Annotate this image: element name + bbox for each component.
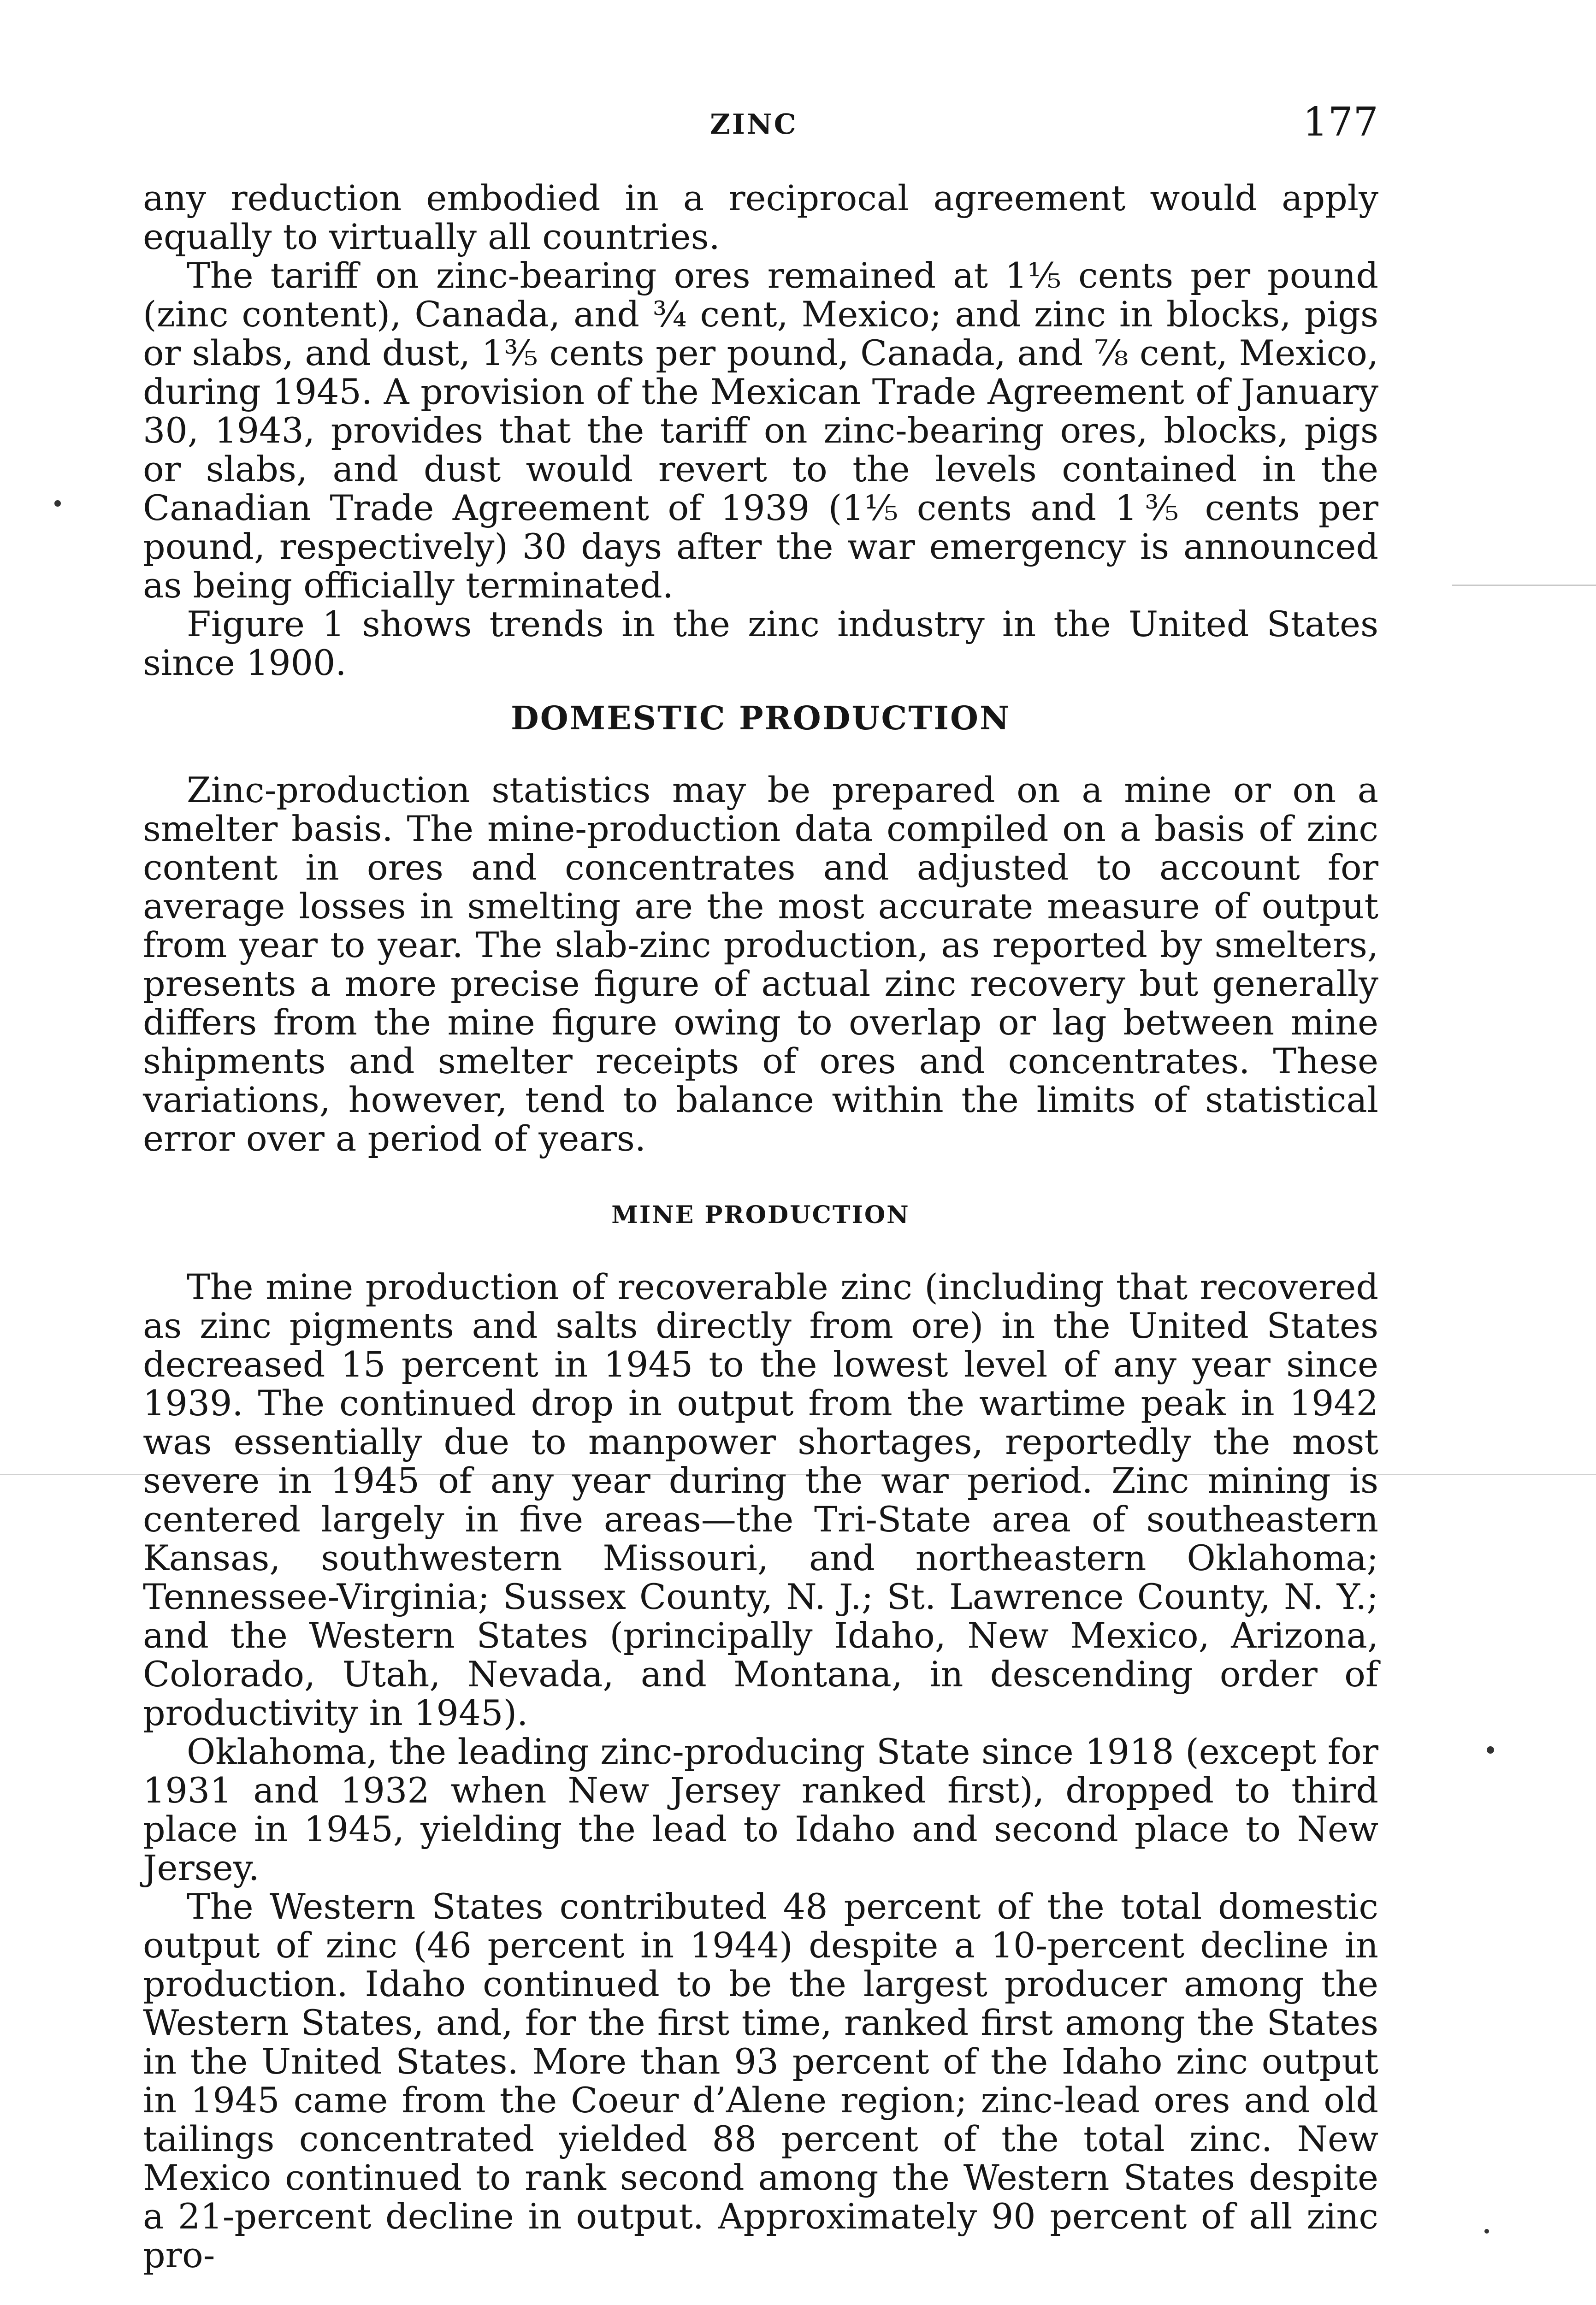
paragraph-figure-reference: Figure 1 shows trends in the zinc industry in the United States since 1900.	[143, 603, 1378, 683]
body-text	[143, 179, 1378, 2275]
page-number: 177	[1302, 99, 1378, 145]
scan-speck	[54, 500, 61, 507]
heading-mine-production: MINE PRODUCTION	[611, 1201, 910, 1229]
heading-domestic-production: DOMESTIC PRODUCTION	[510, 699, 1011, 737]
scan-speck	[1487, 1746, 1494, 1754]
scan-speck	[1484, 2229, 1489, 2234]
paragraph-tariff-intro: any reduction embodied in a reciprocal agreement would apply equally to virtually all countries.	[143, 177, 1378, 257]
paragraph-western-states: The Western States contributed 48 percent of the total domestic output of zinc (46 percent in 1944) despite a 10-percent decline in production. Idaho continued to be the largest producer among the Western States, and, for the first time, ranked first among the States in the United States. More than 93 percent of the Idaho zinc output in 1945 came from the Coeur d’Alene region; zinc-lead ores and old tailings concentrated yielded 88 percent of the total zinc. New Mexico continued to rank second among the Western States despite a 21-percent decline in output. Approximately 90 percent of all zinc pro-	[143, 1886, 1378, 2275]
paragraph-tariff-rates: The tariff on zinc-bearing ores remained at 1⅕ cents per pound (zinc content), Canada, and ¾ cent, Mexico; and zinc in blocks, pigs or slabs, and dust, 1⅗ cents per pound, Canada, and ⅞ cent, Mexico, during 1945. A provision of the Mexican Trade Agreement of January 30, 1943, provides that the tariff on zinc-bearing ores, blocks, pigs or slabs, and dust would revert to the levels contained in the Canadian Trade Agreement of 1939 (1⅕ cents and 1⅗ cents per pound, respectively) 30 days after the war emergency is announced as being officially terminated.	[143, 255, 1378, 606]
paragraph-oklahoma: Oklahoma, the leading zinc-producing State since 1918 (except for 1931 and 1932 when New Jersey ranked first), dropped to third place in 1945, yielding the lead to Idaho and second place to New Jersey.	[143, 1731, 1378, 1888]
scan-fold-line-top	[1452, 585, 1596, 586]
paragraph-mine-production-decline: The mine production of recoverable zinc (including that recovered as zinc pigments and salts directly from ore) in the United States decreased 15 percent in 1945 to the lowest level of any year since 1939. The continued drop in output from the wartime peak in 1942 was essentially due to manpower shortages, reportedly the most severe in 1945 of any year during the war period. Zinc mining is centered largely in five areas—the Tri-State area of southeastern Kansas, southwestern Missouri, and northeastern Oklahoma; Tennessee-Virginia; Sussex County, N. J.; St. Lawrence County, N. Y.; and the Western States (principally Idaho, New Mexico, Arizona, Colorado, Utah, Nevada, and Montana, in descending order of productivity in 1945).	[143, 1266, 1378, 1733]
paragraph-production-statistics: Zinc-production statistics may be prepared on a mine or on a smelter basis. The mine-production data compiled on a basis of zinc content in ores and concentrates and adjusted to account for average losses in smelting are the most accurate measure of output from year to year. The slab-zinc production, as reported by smelters, presents a more precise figure of actual zinc recovery but generally differs from the mine figure owing to overlap or lag between mine shipments and smelter receipts of ores and concentrates. These variations, however, tend to balance within the limits of statistical error over a period of years.	[143, 769, 1378, 1159]
running-title: ZINC	[710, 108, 798, 141]
running-head	[143, 99, 1378, 150]
